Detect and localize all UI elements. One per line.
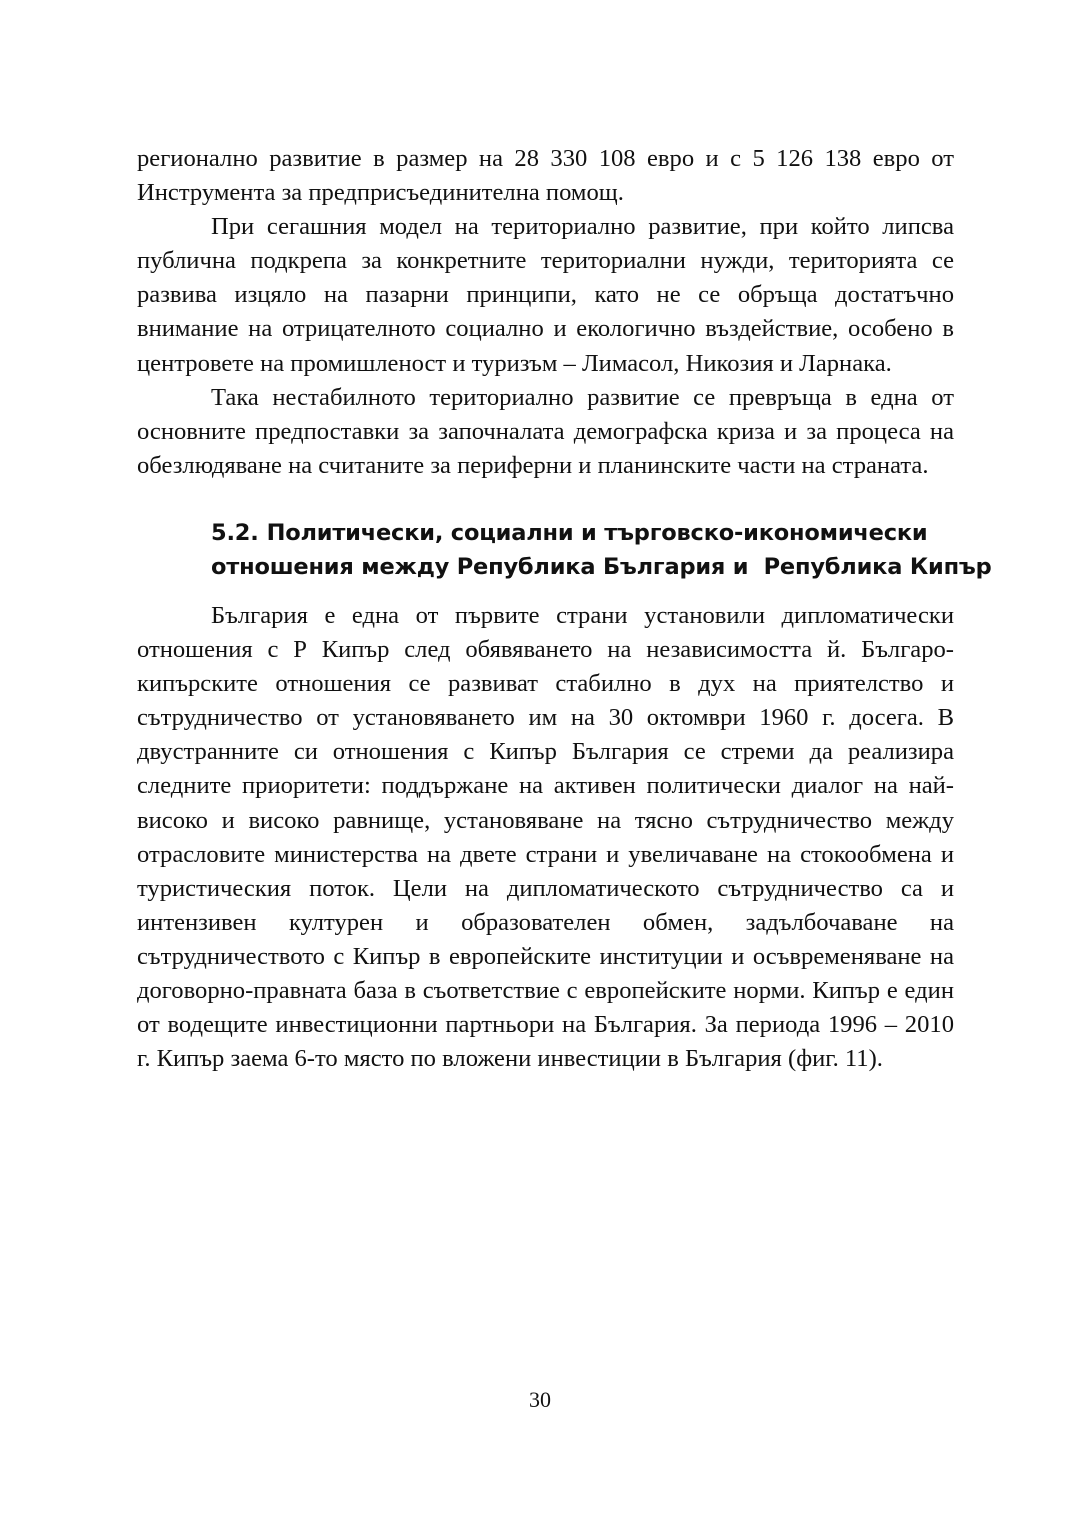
section-heading: [211, 516, 992, 584]
section-heading-line1: [211, 516, 954, 550]
paragraph-territorial-model: При сегашния модел на териториално развитие, при който липсва публична подкрепа за конкретните териториални нужди, територията се развива изцяло на пазарни принципи, като не се обръща достатъчно внимание на отрицателното социално и екологично въздействие, особено в центровете на промишленост и туризъм – Лимасол, Никозия и Ларнака.: [137, 213, 954, 377]
section-heading-line2: отношения между Република България и Република Кипър: [211, 553, 992, 580]
section-number: 5.2.: [211, 519, 259, 546]
paragraph-bulgaria-cyprus-relations: България е една от първите страни установили дипломатически отношения с Р Кипър след обявяването на независимостта й. Българо-кипърските отношения се развиват стабилно в дух на приятелство и сътрудничество от установяването им на 30 октомври 1960 г. досега. В двустранните си отношения с Кипър България се стреми да реализира следните приоритети: поддържане на активен политически диалог на най-високо и високо равнище, установяване на тясно сътрудничество между отрасловите министерства на двете страни и увеличаване на стокообмена и туристическия поток. Цели на дипломатическото сътрудничество са и интензивен културен и образователен обмен, задълбочаване на сътрудничеството с Кипър в европейските институции и осъвременяване на договорно-правната база в съответствие с европейските норми. Кипър е един от водещите инвестиционни партньори на България. За периода 1996 – 2010 г. Кипър заема 6-то място по вложени инвестиции в България (фиг. 11).: [137, 601, 954, 1073]
section-title-part1: Политически, социални и търговско-икономически: [266, 519, 928, 546]
page-body: [137, 142, 992, 1076]
paragraph-regional-funding: регионално развитие в размер на 28 330 108 евро и с 5 126 138 евро от Инструмента за предприсъединителна помощ.: [137, 145, 954, 207]
paragraph-demographic-crisis: Така нестабилното териториално развитие се превръща в една от основните предпоставки за започналата демографска криза и за процеса на обезлюдяване на считаните за периферни и планинските части на страната.: [137, 383, 954, 479]
page-number: 30: [529, 1387, 551, 1412]
